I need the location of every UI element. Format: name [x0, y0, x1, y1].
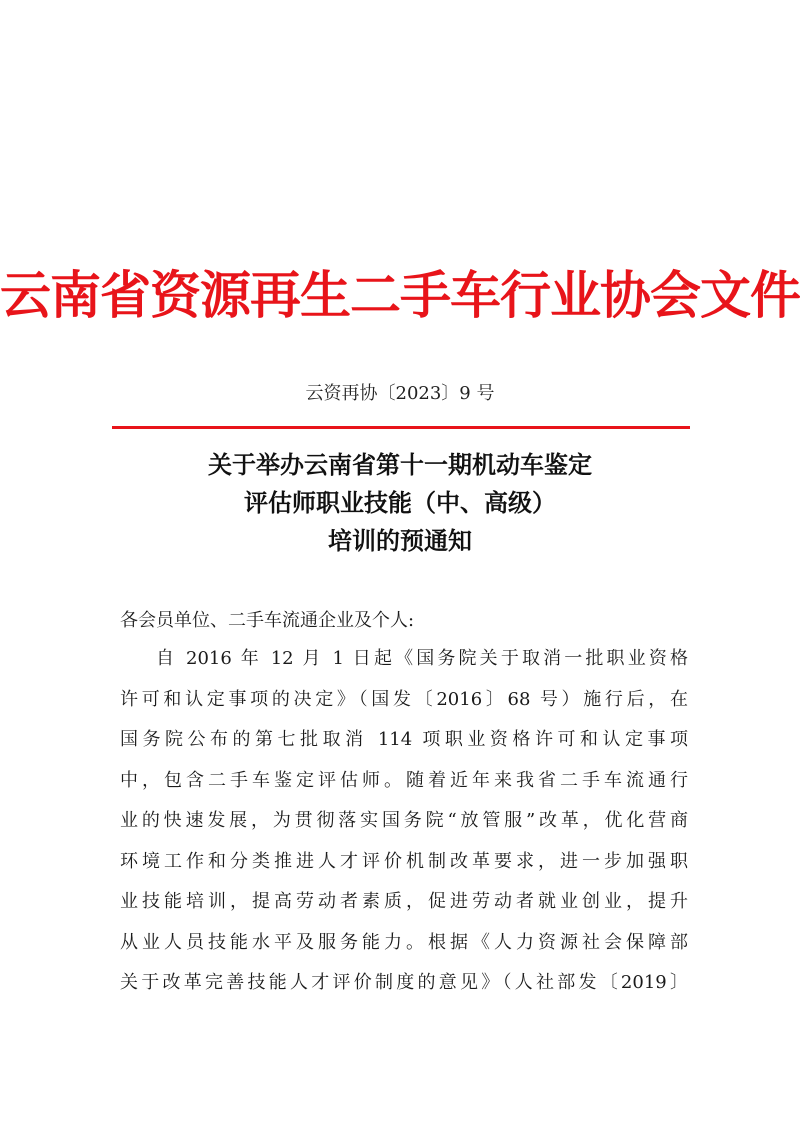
notice-body — [120, 603, 688, 1004]
notice-title-line: 关于举办云南省第十一期机动车鉴定 — [208, 451, 592, 479]
paragraph-line: 自 2016 年 12 月 1 日起《国务院关于取消一批职业资格 — [156, 648, 688, 669]
paragraph-line: 从业人员技能水平及服务能力。根据《人力资源社会保障部 — [120, 931, 688, 953]
paragraph-line: 业技能培训，提高劳动者素质，促进劳动者就业创业，提升 — [120, 891, 688, 912]
paragraph-line: 国务院公布的第七批取消 114 项职业资格许可和认定事项 — [120, 729, 688, 750]
notice-title — [0, 446, 800, 560]
paragraph-line: 环境工作和分类推进人才评价机制改革要求，进一步加强职 — [120, 850, 688, 872]
salutation: 各会员单位、二手车流通企业及个人: — [120, 610, 415, 631]
paragraph-line: 关于改革完善技能人才评价制度的意见》（人社部发〔2019〕 — [120, 972, 688, 993]
body-paragraph — [120, 639, 688, 1004]
notice-title-line: 培训的预通知 — [328, 527, 472, 555]
notice-title-line: 评估师职业技能（中、高级） — [244, 489, 556, 517]
issuer-header-title: 云南省资源再生二手车行业协会文件 — [0, 267, 800, 326]
paragraph-line: 业的快速发展，为贯彻落实国务院“放管服”改革，优化营商 — [120, 810, 688, 831]
document-number: 云资再协〔2023〕9 号 — [305, 383, 495, 404]
paragraph-line: 中，包含二手车鉴定评估师。随着近年来我省二手车流通行 — [120, 769, 688, 791]
paragraph-line: 许可和认定事项的决定》（国发〔2016〕68 号）施行后，在 — [120, 688, 688, 710]
red-divider-line — [112, 426, 690, 429]
